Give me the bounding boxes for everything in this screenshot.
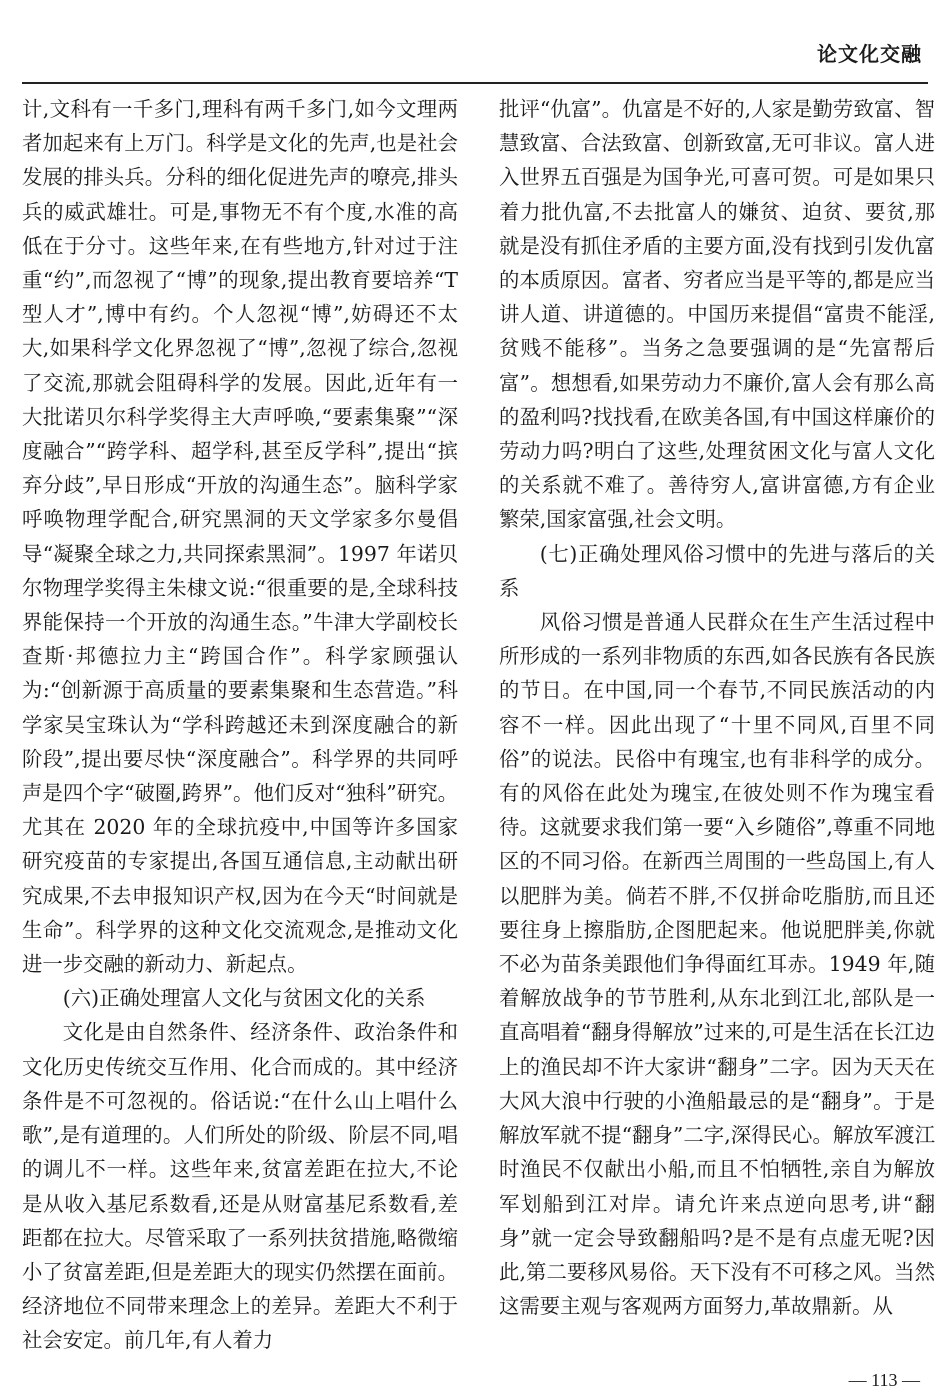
paragraph-continued: 批评“仇富”。仇富是不好的,人家是勤劳致富、智慧致富、合法致富、创新致富,无可非议。富人进入世界五百强是为国争光,可喜可贺。可是如果只着力批仇富,不去批富人的嫌贫、迫贫、要贫,那就是没有抓住矛盾的主要方面,没有找到引发仇富的本质原因。富者、穷者应当是平等的,都是应当讲人道、讲道德的。中国历来提倡“富贵不能淫,贫贱不能移”。当务之急要强调的是“先富帮后富”。想想看,如果劳动力不廉价,富人会有那么高的盈利吗?找找看,在欧美各国,有中国这样廉价的劳动力吗?明白了这些,处理贫困文化与富人文化的关系就不难了。善待穷人,富讲富德,方有企业繁荣,国家富强,社会文明。 [499,97,935,532]
page-number: — 113 — [848,1370,920,1390]
left-column [22,92,458,1358]
right-column [499,92,935,1323]
section-heading-7: (七)正确处理风俗习惯中的先进与落后的关系 [499,541,935,600]
section-title: 论文化交融 [817,42,922,66]
section-heading-6: (六)正确处理富人文化与贫困文化的关系 [62,986,426,1011]
paragraph: 风俗习惯是普通人民群众在生产生活过程中所形成的一系列非物质的东西,如各民族有各民族的节日。在中国,同一个春节,不同民族活动的内容不一样。因此出现了“十里不同风,百里不同俗”的说法。民俗中有瑰宝,也有非科学的成分。有的风俗在此处为瑰宝,在彼处则不作为瑰宝看待。这就要求我们第一要“入乡随俗”,尊重不同地区的不同习俗。在新西兰周围的一些岛国上,有人以肥胖为美。倘若不胖,不仅拼命吃脂肪,而且还要往身上擦脂肪,企图肥起来。他说肥胖美,你就不必为苗条美跟他们争得面红耳赤。1949 年,随着解放战争的节节胜利,从东北到江北,部队是一直高唱着“翻身得解放”过来的,可是生活在长江边上的渔民却不许大家讲“翻身”二字。因为天天在大风大浪中行驶的小渔船最忌的是“翻身”。于是解放军就不提“翻身”二字,深得民心。解放军渡江时渔民不仅献出小船,而且不怕牺牲,亲自为解放军划船到江对岸。请允许来点逆向思考,讲“翻身”就一定会导致翻船吗?是不是有点虚无呢?因此,第二要移风易俗。天下没有不可移之风。当然这需要主观与客观两方面努力,革故鼎新。从 [499,610,935,1319]
paragraph-continued: 计,文科有一千多门,理科有两千多门,如今文理两者加起来有上万门。科学是文化的先声,也是社会发展的排头兵。分科的细化促进先声的嘹亮,排头兵的威武雄壮。可是,事物无不有个度,水准的高低在于分寸。这些年来,在有些地方,针对过于注重“约”,而忽视了“博”的现象,提出教育要培养“T 型人才”,博中有约。个人忽视“博”,妨碍还不太大,如果科学文化界忽视了“博”,忽视了综合,忽视了交流,那就会阻碍科学的发展。因此,近年有一大批诺贝尔科学奖得主大声呼唤,“要素集聚”“深度融合”“跨学科、超学科,甚至反学科”,提出“摈弃分歧”,早日形成“开放的沟通生态”。脑科学家呼唤物理学配合,研究黑洞的天文学家多尔曼倡导“凝聚全球之力,共同探索黑洞”。1997 年诺贝尔物理学奖得主朱棣文说:“很重要的是,全球科技界能保持一个开放的沟通生态。”牛津大学副校长查斯·邦德拉力主“跨国合作”。科学家顾强认为:“创新源于高质量的要素集聚和生态营造。”科学家吴宝珠认为“学科跨越还未到深度融合的新阶段”,提出要尽快“深度融合”。科学界的共同呼声是四个字“破圈,跨界”。他们反对“独科”研究。尤其在 2020 年的全球抗疫中,中国等许多国家研究疫苗的专家提出,各国互通信息,主动献出研究成果,不去申报知识产权,因为在今天“时间就是生命”。科学界的这种文化交流观念,是推动文化进一步交融的新动力、新起点。 [22,97,458,977]
page-header [22,0,928,84]
paragraph: 文化是由自然条件、经济条件、政治条件和文化历史传统交互作用、化合而成的。其中经济条件是不可忽视的。俗话说:“在什么山上唱什么歌”,是有道理的。人们所处的阶级、阶层不同,唱的调儿不一样。这些年来,贫富差距在拉大,不论是从收入基尼系数看,还是从财富基尼系数看,差距都在拉大。尽管采取了一系列扶贫措施,略微缩小了贫富差距,但是差距大的现实仍然摆在面前。经济地位不同带来理念上的差异。差距大不利于社会安定。前几年,有人着力 [22,1020,458,1353]
